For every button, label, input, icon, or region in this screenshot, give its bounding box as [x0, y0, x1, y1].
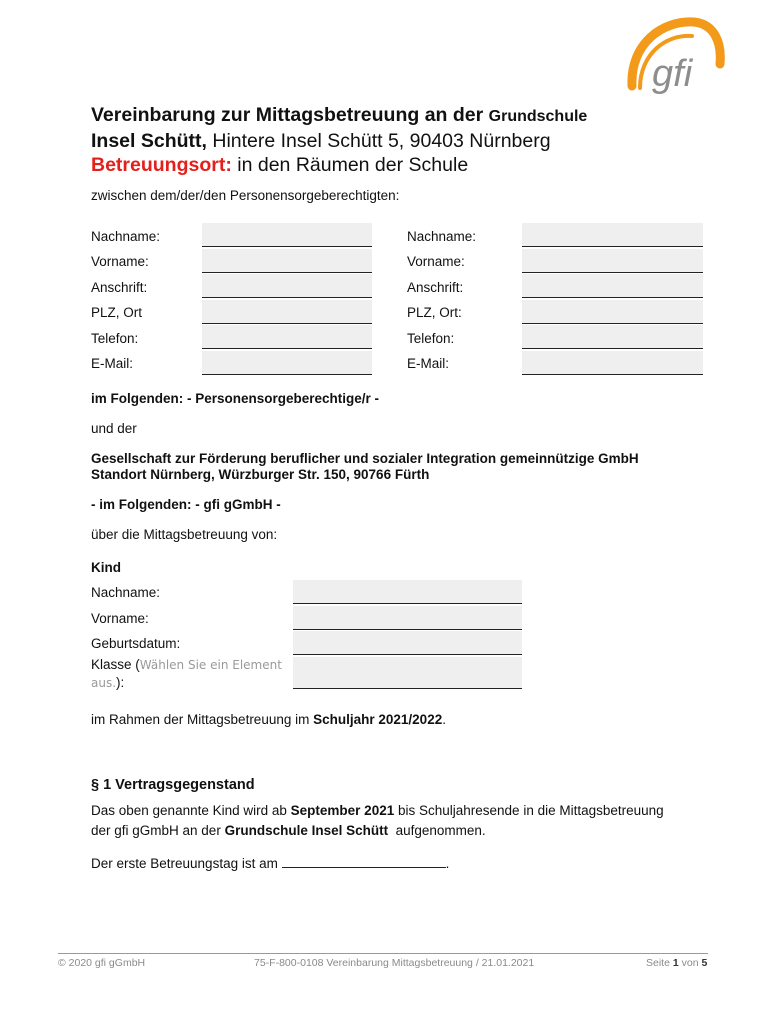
guardian1-zip-city-label: PLZ, Ort: [91, 305, 143, 320]
guardian2-zip-city-label: PLZ, Ort:: [407, 305, 462, 320]
following-guardian: im Folgenden: - Personensorgeberechtige/r -: [91, 391, 380, 406]
child-klasse-label: Klasse (Wählen Sie ein Element aus.):: [91, 657, 282, 690]
guardian1-firstname-label: Vorname:: [91, 254, 149, 269]
guardian2-lastname-field[interactable]: [522, 223, 703, 247]
guardian1-phone-field[interactable]: [202, 325, 372, 349]
first-day-text: Der erste Betreuungstag ist am .: [91, 856, 450, 871]
footer-page: Seite 1 von 5: [646, 957, 708, 969]
child-klasse-field[interactable]: [293, 657, 522, 689]
guardian1-email-label: E-Mail:: [91, 356, 134, 371]
guardian2-zip-city-field[interactable]: [522, 300, 703, 324]
title-line1: Vereinbarung zur Mittagsbetreuung an der: [91, 104, 484, 126]
logo-text: gfi: [652, 53, 693, 95]
footer-rule: [58, 953, 708, 954]
guardian1-address-label: Anschrift:: [91, 280, 148, 295]
first-day-field[interactable]: [282, 855, 446, 868]
title-line3-rest: in den Räumen der Schule: [237, 154, 469, 176]
org-line1: Gesellschaft zur Förderung beruflicher und sozialer Integration gemeinnützige GmbH: [91, 451, 639, 466]
guardian2-email-label: E-Mail:: [407, 356, 450, 371]
guardian1-zip-city-field[interactable]: [202, 300, 372, 324]
title-line1-small: Grundschule: [488, 108, 588, 125]
child-birthdate-label: Geburtsdatum:: [91, 636, 181, 651]
guardian2-phone-label: Telefon:: [407, 331, 455, 346]
und-der-text: und der: [91, 421, 137, 436]
title-line3-red: Betreuungsort:: [91, 154, 232, 176]
guardian2-firstname-field[interactable]: [522, 249, 703, 273]
title-line2-bold: Insel Schütt,: [91, 130, 207, 152]
document-title: [91, 103, 587, 177]
following-gfi: - im Folgenden: - gfi gGmbH -: [91, 497, 281, 512]
guardian2-email-field[interactable]: [522, 351, 703, 375]
guardian2-firstname-label: Vorname:: [407, 254, 465, 269]
guardian1-lastname-label: Nachname:: [91, 229, 161, 244]
child-lastname-label: Nachname:: [91, 585, 161, 600]
gfi-logo: [622, 14, 726, 96]
guardian1-phone-label: Telefon:: [91, 331, 139, 346]
title-line2-address: Hintere Insel Schütt 5, 90403 Nürnberg: [212, 130, 551, 152]
guardian2-address-label: Anschrift:: [407, 280, 464, 295]
section1-paragraph: Das oben genannte Kind wird ab September 2021 bis Schuljahresende in die Mittagsbetreuung der gfi gGmbH an der Grundschule Insel Schütt aufgenommen.: [91, 803, 664, 838]
klasse-dropdown[interactable]: Wählen Sie ein Element: [139, 658, 282, 672]
klasse-dropdown-cont[interactable]: aus.: [91, 676, 117, 690]
child-birthdate-field[interactable]: [293, 631, 522, 655]
ueber-text: über die Mittagsbetreuung von:: [91, 527, 278, 542]
footer-copyright: © 2020 gfi gGmbH: [58, 957, 146, 969]
guardian1-email-field[interactable]: [202, 351, 372, 375]
child-lastname-field[interactable]: [293, 580, 522, 604]
guardian1-lastname-field[interactable]: [202, 223, 372, 247]
guardian2-lastname-label: Nachname:: [407, 229, 477, 244]
guardian2-phone-field[interactable]: [522, 325, 703, 349]
guardian1-firstname-field[interactable]: [202, 249, 372, 273]
guardian1-address-field[interactable]: [202, 274, 372, 298]
child-firstname-field[interactable]: [293, 606, 522, 630]
section1-heading: § 1 Vertragsgegenstand: [91, 777, 255, 793]
guardian2-address-field[interactable]: [522, 274, 703, 298]
child-firstname-label: Vorname:: [91, 611, 149, 626]
schoolyear-text: im Rahmen der Mittagsbetreuung im Schuljahr 2021/2022.: [91, 712, 446, 727]
footer-docref: 75-F-800-0108 Vereinbarung Mittagsbetreuung / 21.01.2021: [254, 957, 535, 969]
intro-text: zwischen dem/der/den Personensorgeberechtigten:: [91, 188, 400, 203]
gfi-logo-arc-icon: [622, 14, 726, 96]
org-line2: Standort Nürnberg, Würzburger Str. 150, 90766 Fürth: [91, 467, 430, 482]
child-heading: Kind: [91, 560, 121, 575]
